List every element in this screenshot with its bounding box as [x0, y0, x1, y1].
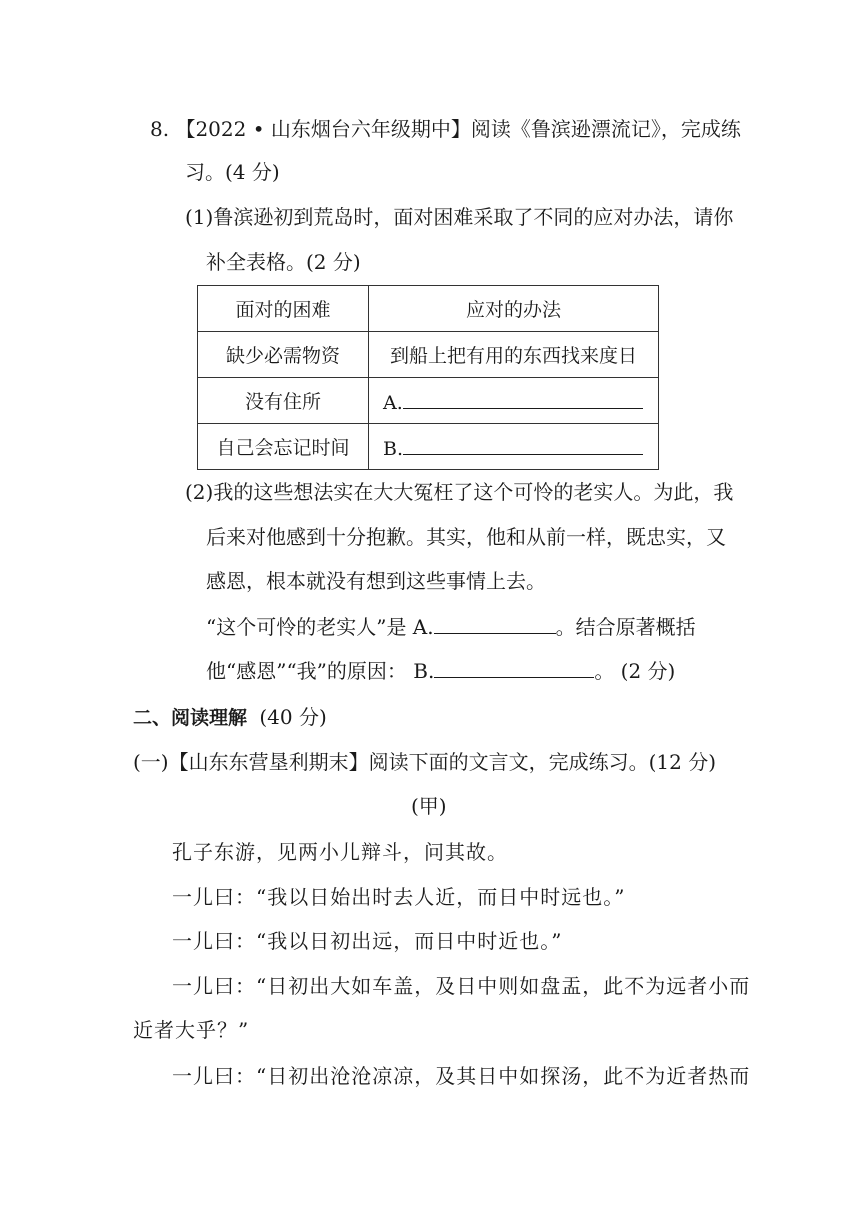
table-row	[198, 378, 659, 424]
table-cell: 缺少必需物资	[198, 332, 369, 378]
passage-paragraph: 一儿曰：“我以日始出时去人近，而日中时远也。”	[172, 885, 626, 909]
section-score: (40 分)	[259, 705, 327, 729]
table-header-row	[198, 286, 659, 332]
answer-cell-a[interactable]	[369, 378, 659, 424]
question-blank-b-line	[206, 657, 675, 685]
question-b-text: 他“感恩”“我”的原因： B.	[206, 659, 435, 683]
subquestion-2-line-3: 感恩，根本就没有想到这些事情上去。	[206, 569, 546, 593]
passage-paragraph-continued: 近者大乎？”	[133, 1018, 250, 1042]
table-header-cell: 应对的办法	[369, 286, 659, 332]
table-row	[198, 424, 659, 470]
passage-intro: (一)【山东东营垦利期末】阅读下面的文言文，完成练习。(12 分)	[133, 750, 717, 774]
question-b-text-end: 。 (2 分)	[594, 659, 676, 683]
subquestion-2-line-2: 后来对他感到十分抱歉。其实，他和从前一样，既忠实，又	[206, 525, 726, 549]
question-a-text: “这个可怜的老实人”是 A.	[206, 615, 434, 639]
table-row	[198, 332, 659, 378]
passage-label-jia: (甲)	[411, 794, 447, 818]
question-8-line-2: 习。(4 分)	[185, 160, 280, 184]
subquestion-2-line-1: (2)我的这些想法实在大大冤枉了这个可怜的老实人。为此，我	[185, 480, 734, 504]
answer-b-label: B.	[383, 437, 404, 460]
answer-blank[interactable]	[403, 388, 643, 409]
section-title: 二、阅读理解	[133, 707, 248, 729]
table-cell: 到船上把有用的东西找来度日	[369, 332, 659, 378]
answer-blank[interactable]	[403, 434, 643, 455]
passage-paragraph: 孔子东游，见两小儿辩斗，问其故。	[172, 840, 508, 864]
question-a-text-end: 。结合原著概括	[555, 615, 696, 639]
question-8-line-1: 8. 【2022 • 山东烟台六年级期中】阅读《鲁滨逊漂流记》，完成练	[150, 117, 741, 141]
subquestion-1-line-2: 补全表格。(2 分)	[206, 250, 361, 274]
answer-blank-b[interactable]	[434, 657, 594, 678]
answer-blank-a[interactable]	[434, 613, 556, 634]
passage-paragraph: 一儿曰：“日初出沧沧凉凉，及其日中如探汤，此不为近者热而	[172, 1064, 751, 1088]
section-heading	[133, 703, 327, 732]
answer-cell-b[interactable]	[369, 424, 659, 470]
passage-paragraph: 一儿曰：“我以日初出远，而日中时近也。”	[172, 929, 563, 953]
difficulty-solution-table	[197, 285, 659, 470]
subquestion-1-line-1: (1)鲁滨逊初到荒岛时，面对困难采取了不同的应对办法，请你	[185, 205, 734, 229]
table-header-cell: 面对的困难	[198, 286, 369, 332]
table-cell: 自己会忘记时间	[198, 424, 369, 470]
table-cell: 没有住所	[198, 378, 369, 424]
question-blank-a-line	[206, 613, 696, 641]
answer-a-label: A.	[383, 391, 403, 414]
passage-paragraph: 一儿曰：“日初出大如车盖，及日中则如盘盂，此不为远者小而	[172, 974, 751, 998]
